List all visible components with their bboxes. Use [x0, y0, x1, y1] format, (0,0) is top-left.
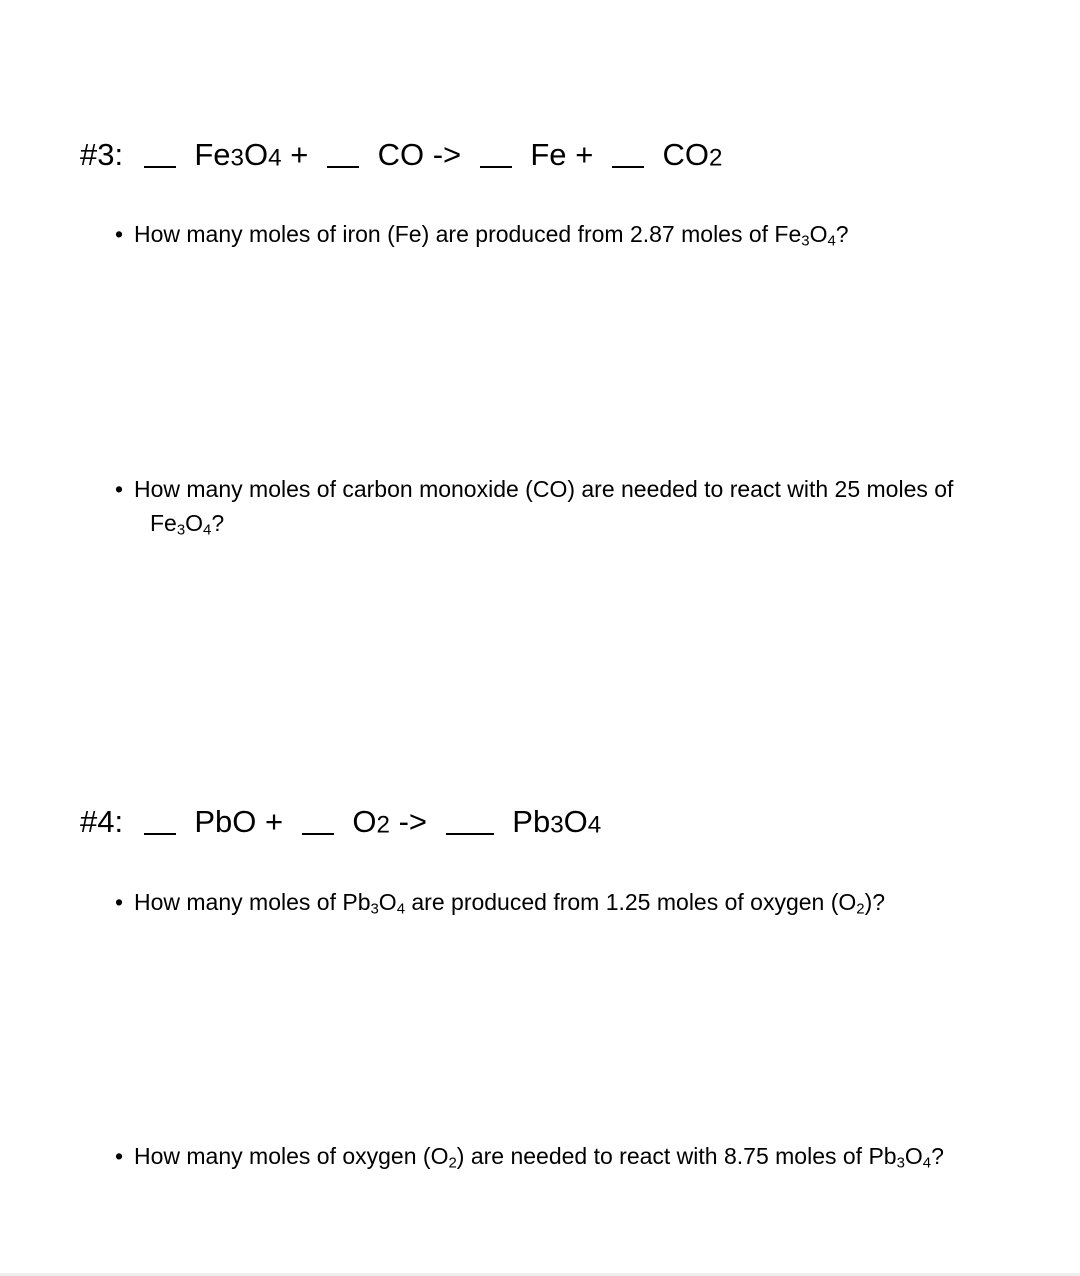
- plus-sign: +: [290, 137, 309, 172]
- product-co2: $CO_2$: [662, 137, 723, 172]
- problem-number-4: #4:: [80, 804, 124, 839]
- arrow: ->: [398, 804, 428, 839]
- plus-sign: +: [265, 804, 284, 839]
- plus-sign: +: [575, 137, 594, 172]
- question-3b: • How many moles of carbon monoxide (CO) are needed to react with 25 moles of $Fe_3O_4$?: [115, 472, 953, 540]
- coefficient-blank[interactable]: [446, 833, 494, 835]
- bullet: •: [115, 221, 124, 247]
- equation-4: [80, 806, 601, 837]
- question-4b: • How many moles of oxygen $(O_2)$ are needed to react with 8.75 moles of $Pb_3O_4$?: [115, 1139, 944, 1173]
- question-continuation: $Fe_3O_4$?: [150, 510, 225, 539]
- coefficient-blank[interactable]: [144, 833, 176, 835]
- reactant-pbo: PbO: [194, 804, 257, 839]
- equation-3: [80, 139, 723, 170]
- coefficient-blank[interactable]: [480, 166, 512, 168]
- question-3a: • How many moles of iron (Fe) are produced from 2.87 moles of $Fe_3O_4$?: [115, 217, 849, 251]
- question-4a: • How many moles of $Pb_3O_4$ are produced from 1.25 moles of oxygen $(O_2)$?: [115, 885, 885, 919]
- problem-number-3: #3:: [80, 137, 124, 172]
- product-pb3o4: $Pb_3O_4$: [512, 804, 602, 839]
- product-fe: Fe: [530, 137, 567, 172]
- reactant-co: CO: [377, 137, 425, 172]
- coefficient-blank[interactable]: [144, 166, 176, 168]
- coefficient-blank[interactable]: [302, 833, 334, 835]
- bullet: •: [115, 889, 124, 915]
- coefficient-blank[interactable]: [612, 166, 644, 168]
- bullet: •: [115, 476, 124, 502]
- coefficient-blank[interactable]: [327, 166, 359, 168]
- reactant-fe3o4: $Fe_3O_4$: [194, 137, 282, 172]
- reactant-o2: $O_2$: [352, 804, 390, 839]
- arrow: ->: [432, 137, 462, 172]
- bullet: •: [115, 1143, 124, 1169]
